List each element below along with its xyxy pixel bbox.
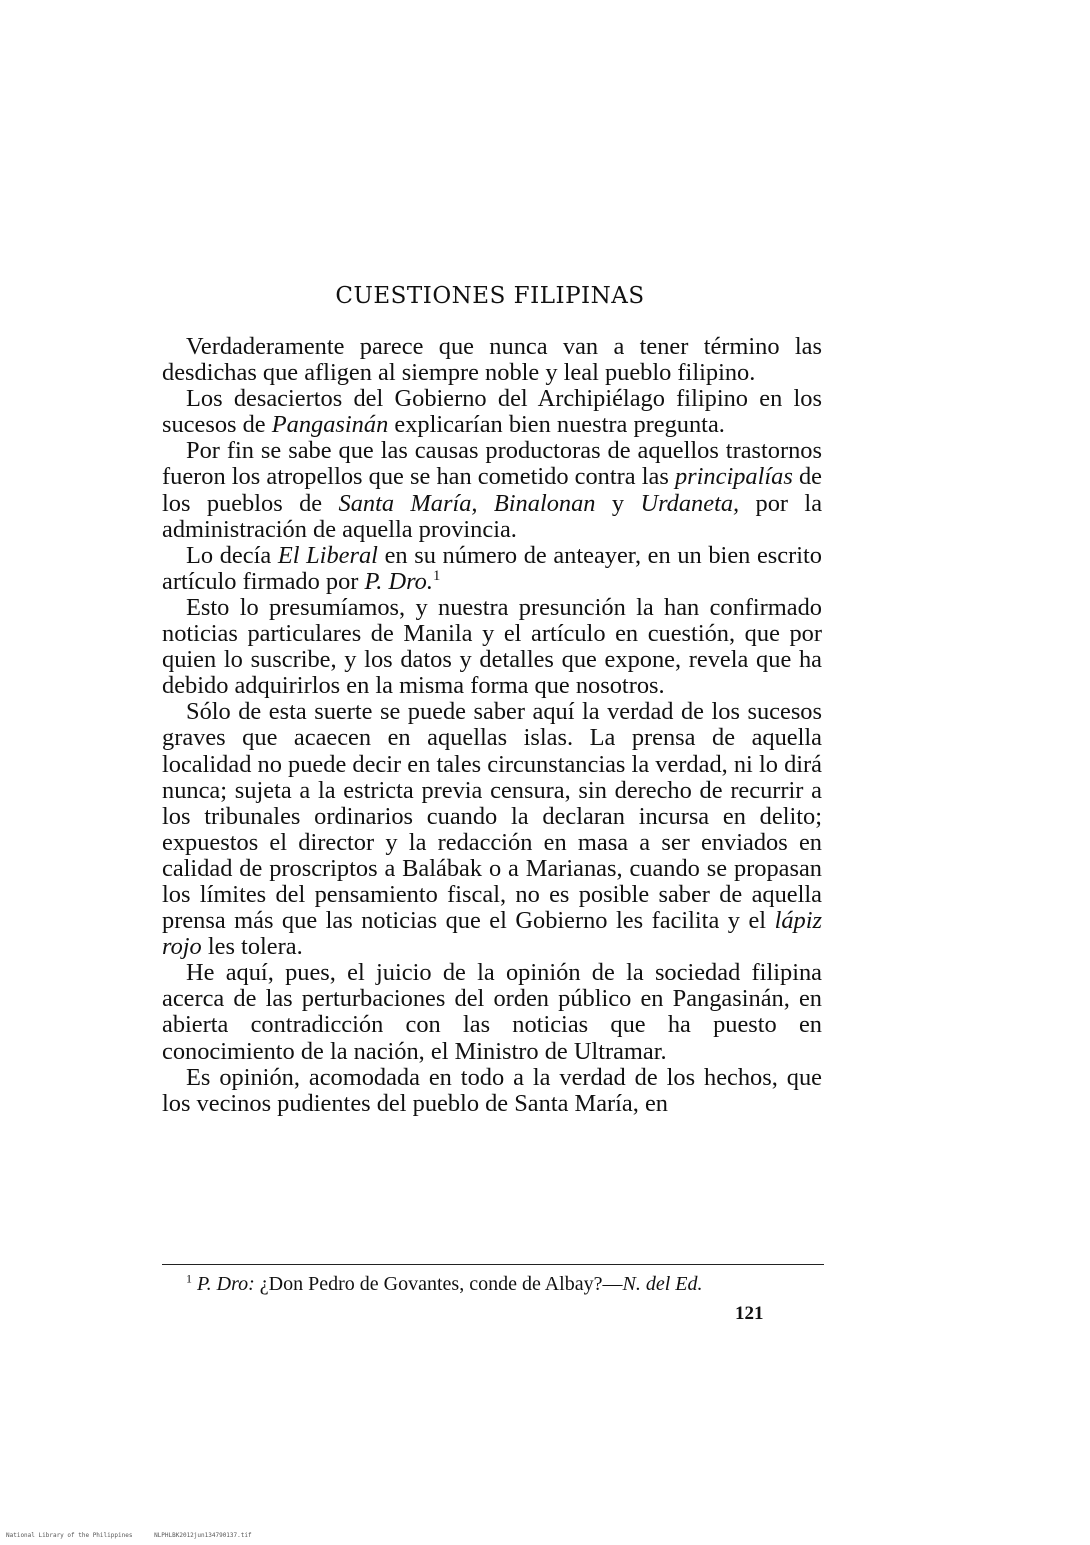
paragraph — [162, 543, 822, 595]
paragraph — [162, 438, 822, 542]
text-run: He aquí, pues, el juicio de la opinión de la sociedad filipina acerca de las perturbaciones del orden público en Pangasinán, en abierta contradicción con las noticias que ha puesto en conocimiento de la nación, el Ministro de Ultramar. — [162, 959, 822, 1065]
italic-text: lápiz rojo — [162, 907, 822, 961]
footnote — [186, 1272, 826, 1296]
footnote-divider — [162, 1264, 824, 1265]
paragraph — [162, 595, 822, 699]
italic-text: N. del Ed. — [622, 1273, 703, 1295]
text-run: les tolera. — [201, 933, 303, 961]
paragraph — [162, 386, 822, 438]
page-title: CUESTIONES FILIPINAS — [335, 283, 645, 309]
body-text — [162, 334, 822, 1117]
text-run: y — [595, 489, 641, 517]
text-run: ¿Don Pedro de Govantes, conde de Albay?— — [254, 1273, 623, 1295]
scan-footer-filename: NLPHLBK2012jun134790137.tif — [154, 1532, 252, 1539]
italic-text: Urdaneta, — [640, 489, 740, 517]
page-number: 121 — [735, 1303, 764, 1324]
footnote-marker: 1 — [432, 567, 441, 584]
scan-footer — [6, 1532, 270, 1539]
italic-text: P. Dro: — [197, 1273, 255, 1295]
text-run: de los pueblos de — [162, 463, 823, 517]
text-run: Sólo de esta suerte se puede saber aquí la verdad de los sucesos graves que acaecen en aquellas islas. La prensa de aquella localidad no puede decir en tales circunstancias la verdad, ni lo dirá nunca; sujeta a la estricta previa censura, sin derecho de recurrir a los tribunales ordinarios cuando la declaran incursa en delito; expuestos el director y la redacción en masa a ser enviados en calidad de proscriptos a Balábak o a Marianas, cuando se propasan los límites del pensamiento fiscal, no es posible saber de aquella prensa más que las noticias que el Gobierno les facilita y el — [162, 698, 822, 935]
italic-text: principalías — [674, 463, 793, 491]
italic-text: El Liberal — [277, 541, 378, 569]
italic-text: Pangasinán — [271, 411, 389, 439]
text-run: Por fin se sabe que las causas productoras de aquellos trastornos fueron los atropellos que se han cometido contra las — [162, 437, 822, 491]
text-run: por la administración de aquella provincia. — [162, 489, 823, 543]
paragraph — [162, 699, 822, 960]
paragraph — [162, 960, 822, 1064]
scan-footer-source: National Library of the Philippines — [6, 1532, 133, 1539]
text-run: Lo decía — [186, 541, 278, 569]
paragraph — [162, 334, 822, 386]
italic-text: P. Dro. — [364, 567, 433, 595]
footnote-marker: 1 — [186, 1271, 192, 1286]
italic-text: Santa María, Binalonan — [338, 489, 596, 517]
text-run: Es opinión, acomodada en todo a la verdad de los hechos, que los vecinos pudientes del pueblo de Santa María, en — [162, 1063, 822, 1117]
text-run: Verdaderamente parece que nunca van a tener término las desdichas que afligen al siempre noble y leal pueblo filipino. — [162, 333, 822, 387]
text-run: en su número de anteayer, en un bien escrito artículo firmado por — [162, 541, 822, 595]
text-run: Esto lo presumíamos, y nuestra presunción la han confirmado noticias particulares de Manila y el artículo en cuestión, que por quien lo suscribe, y los datos y detalles que expone, revela que ha debido adquirirlos en la misma forma que nosotros. — [162, 593, 822, 700]
text-run: explicarían bien nuestra pregunta. — [388, 411, 725, 439]
text-run: Los desaciertos del Gobierno del Archipiélago filipino en los sucesos de — [162, 385, 822, 439]
paragraph — [162, 1065, 822, 1117]
